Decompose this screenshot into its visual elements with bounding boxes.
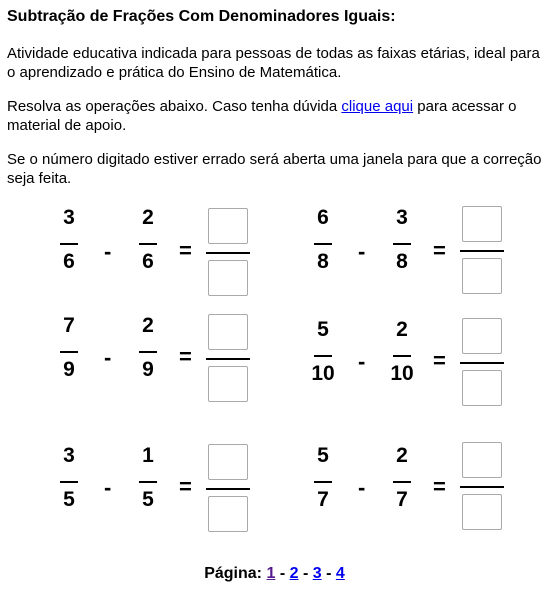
page-link-4[interactable]: 4: [335, 565, 345, 582]
fraction-problem: [306, 444, 546, 544]
support-material-link[interactable]: clique aqui: [341, 98, 414, 115]
answer-denominator-input[interactable]: [462, 258, 502, 294]
subtrahend-numerator: 2: [142, 314, 154, 337]
fraction-problem: [52, 314, 292, 414]
answer-fraction-bar: [460, 250, 504, 252]
page-link-2[interactable]: 2: [289, 565, 299, 582]
answer-fraction-bar: [206, 488, 250, 490]
minuend-numerator: 5: [317, 318, 329, 341]
minuend-denominator: 6: [63, 250, 75, 273]
minuend-numerator: 5: [317, 444, 329, 467]
answer-numerator-input[interactable]: [208, 208, 248, 244]
answer-fraction-bar: [206, 252, 250, 254]
minuend-denominator: 5: [63, 488, 75, 511]
fraction-problem: [306, 206, 546, 306]
minus-sign: -: [104, 475, 112, 500]
fraction-bar: [139, 481, 157, 483]
answer-numerator-input[interactable]: [462, 318, 502, 354]
equals-sign: =: [179, 474, 192, 499]
note-text: Se o número digitado estiver errado será aberta uma janela para que a correção seja feita.: [7, 151, 542, 187]
minuend-numerator: 3: [63, 444, 75, 467]
answer-denominator-input[interactable]: [208, 496, 248, 532]
fraction-bar: [393, 243, 411, 245]
equals-sign: =: [179, 344, 192, 369]
fraction-bar: [60, 481, 78, 483]
answer-fraction-bar: [460, 486, 504, 488]
subtrahend-denominator: 5: [142, 488, 154, 511]
minus-sign: -: [358, 349, 366, 374]
minuend-numerator: 3: [63, 206, 75, 229]
answer-denominator-input[interactable]: [462, 370, 502, 406]
answer-fraction-bar: [460, 362, 504, 364]
answer-numerator-input[interactable]: [462, 206, 502, 242]
answer-fraction-bar: [206, 358, 250, 360]
fraction-problem: [52, 206, 292, 306]
equals-sign: =: [433, 474, 446, 499]
page-title: Subtração de Frações Com Denominadores Iguais:: [7, 8, 396, 25]
subtrahend-numerator: 2: [396, 444, 408, 467]
minuend-denominator: 8: [317, 250, 329, 273]
instructions-before-link: Resolva as operações abaixo. Caso tenha dúvida: [7, 98, 342, 115]
fraction-bar: [393, 355, 411, 357]
page-separator: -: [302, 565, 309, 582]
fraction-problem: [52, 444, 292, 544]
minus-sign: -: [358, 475, 366, 500]
subtrahend-denominator: 6: [142, 250, 154, 273]
page-link-1[interactable]: 1: [266, 565, 276, 582]
subtrahend-numerator: 2: [396, 318, 408, 341]
fraction-bar: [314, 243, 332, 245]
minuend-denominator: 9: [63, 358, 75, 381]
answer-numerator-input[interactable]: [462, 442, 502, 478]
pagination: [0, 565, 549, 583]
minuend-denominator: 7: [317, 488, 329, 511]
instructions-text: [7, 97, 542, 135]
page-separator: -: [326, 565, 332, 582]
minuend-denominator: 10: [311, 362, 335, 385]
subtrahend-denominator: 8: [396, 250, 408, 273]
minus-sign: -: [358, 239, 366, 264]
answer-denominator-input[interactable]: [208, 366, 248, 402]
equals-sign: =: [179, 238, 192, 263]
subtrahend-numerator: 1: [142, 444, 154, 467]
fraction-problem: [306, 318, 546, 418]
minuend-numerator: 7: [63, 314, 75, 337]
fraction-bar: [60, 351, 78, 353]
subtrahend-denominator: 10: [390, 362, 414, 385]
answer-denominator-input[interactable]: [208, 260, 248, 296]
answer-numerator-input[interactable]: [208, 444, 248, 480]
fraction-bar: [60, 243, 78, 245]
page-separator: -: [279, 565, 286, 582]
fraction-bar: [314, 355, 332, 357]
page-link-3[interactable]: 3: [312, 565, 322, 582]
answer-denominator-input[interactable]: [462, 494, 502, 530]
intro-text: Atividade educativa indicada para pessoas de todas as faixas etárias, ideal para o aprendizado e prática do Ensino de Matemática.: [7, 45, 540, 81]
fraction-bar: [314, 481, 332, 483]
subtrahend-denominator: 9: [142, 358, 154, 381]
equals-sign: =: [433, 348, 446, 373]
subtrahend-numerator: 3: [396, 206, 408, 229]
pagination-label: Página:: [204, 565, 262, 582]
minus-sign: -: [104, 239, 112, 264]
fraction-bar: [139, 243, 157, 245]
subtrahend-numerator: 2: [142, 206, 154, 229]
fraction-bar: [139, 351, 157, 353]
minus-sign: -: [104, 345, 112, 370]
subtrahend-denominator: 7: [396, 488, 408, 511]
instructions-after-link: para acessar o material de apoio.: [7, 98, 517, 134]
equals-sign: =: [433, 238, 446, 263]
fraction-bar: [393, 481, 411, 483]
minuend-numerator: 6: [317, 206, 329, 229]
answer-numerator-input[interactable]: [208, 314, 248, 350]
